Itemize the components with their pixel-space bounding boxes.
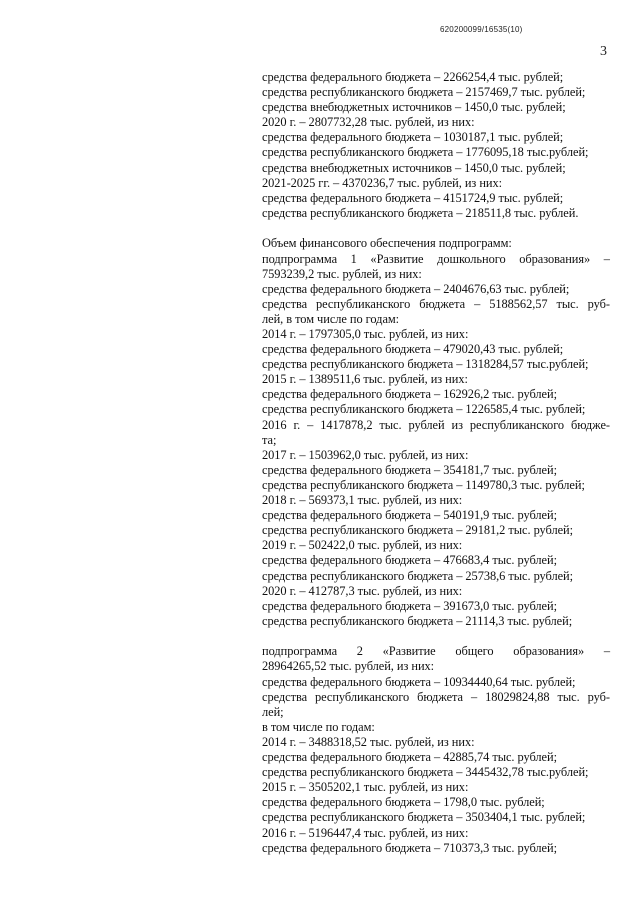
text-line: средства федерального бюджета – 4151724,9 тыс. рублей; [262, 190, 564, 205]
text-line: средства федерального бюджета – 354181,7 тыс. рублей; [262, 462, 557, 477]
text-line: средства федерального бюджета – 2266254,4 тыс. рублей; [262, 70, 564, 84]
word: 1 [350, 251, 357, 266]
word: руб- [587, 296, 610, 311]
word: – [470, 689, 478, 704]
document-id: 620200099/16535(10) [440, 25, 523, 34]
text-line: средства федерального бюджета – 1798,0 тыс. рублей; [262, 795, 545, 810]
subprogram-2-total: 28964265,52 тыс. рублей, из них: [262, 659, 435, 674]
text-line: средства федерального бюджета – 10934440,64 тыс. рублей; [262, 674, 576, 689]
text-line: 2017 г. – 1503962,0 тыс. рублей, из них: [262, 447, 469, 462]
word: республиканского [316, 296, 411, 311]
word: общего [455, 644, 494, 659]
subprogram-2-title [262, 644, 610, 659]
text-line: средства республиканского бюджета – 1149780,3 тыс. рублей; [262, 477, 585, 492]
text-line: средства внебюджетных источников – 1450,0 тыс. рублей; [262, 160, 566, 175]
text-line: средства республиканского бюджета – 1776095,18 тыс.рублей; [262, 145, 589, 160]
text-line: средства республиканского бюджета – 2157469,7 тыс. рублей; [262, 85, 586, 100]
word: – [307, 417, 314, 432]
text-line: средства федерального бюджета – 540191,9 тыс. рублей; [262, 508, 557, 523]
word: «Развитие [370, 251, 424, 266]
word: – [603, 644, 610, 659]
word: – [603, 251, 610, 266]
word: г. [293, 417, 301, 432]
text-line: лей, в том числе по годам: [262, 311, 400, 326]
page-number: 3 [600, 44, 607, 59]
word: средства [262, 296, 308, 311]
text-line: 2015 г. – 3505202,1 тыс. рублей, из них: [262, 780, 469, 795]
text-line: лей; [262, 704, 284, 719]
word: республиканского [469, 417, 565, 432]
word: – [474, 296, 481, 311]
word: 1417878,2 [320, 417, 373, 432]
word: 2 [356, 644, 363, 659]
subprogram-2-section [262, 644, 610, 855]
text-line: средства федерального бюджета – 162926,2 тыс. рублей; [262, 387, 557, 402]
word: тыс. [556, 296, 579, 311]
word: подпрограмма [262, 251, 338, 266]
text-line: средства республиканского бюджета – 218511,8 тыс. рублей. [262, 205, 579, 220]
text-line: 2020 г. – 2807732,28 тыс. рублей, из них: [262, 115, 475, 130]
text-line [262, 418, 610, 433]
text-line: средства республиканского бюджета – 1226585,4 тыс. рублей; [262, 402, 586, 417]
text-line: средства федерального бюджета – 391673,0 тыс. рублей; [262, 598, 557, 613]
word: подпрограмма [262, 644, 338, 659]
word: 2016 [262, 417, 287, 432]
word: образования» [513, 644, 585, 659]
text-line: средства республиканского бюджета – 21114,3 тыс. рублей; [262, 613, 573, 628]
text-line: средства федерального бюджета – 1030187,1 тыс. рублей; [262, 130, 564, 145]
subprogram-1-title [262, 252, 610, 267]
text-line: средства федерального бюджета – 2404676,63 тыс. рублей; [262, 281, 570, 296]
text-line: 2014 г. – 1797305,0 тыс. рублей, из них: [262, 327, 469, 341]
word: 5188562,57 [489, 296, 548, 311]
text-line: средства республиканского бюджета – 1318284,57 тыс.рублей; [262, 357, 589, 372]
text-line: средства республиканского бюджета – 29181,2 тыс. рублей; [262, 523, 574, 538]
text-line: 2020 г. – 412787,3 тыс. рублей, из них: [262, 583, 463, 598]
text-line: средства внебюджетных источников – 1450,0 тыс. рублей; [262, 100, 566, 115]
text-line [262, 690, 610, 705]
section-heading: Объем финансового обеспечения подпрограмм: [262, 236, 512, 251]
document-body [262, 70, 610, 856]
word: руб- [587, 689, 610, 704]
text-line: та; [262, 432, 277, 447]
text-line [262, 297, 610, 312]
word: средства [262, 689, 308, 704]
text-line: 2018 г. – 569373,1 тыс. рублей, из них: [262, 493, 463, 508]
word: образования» [519, 251, 591, 266]
text-line: 2014 г. – 3488318,52 тыс. рублей, из них: [262, 734, 475, 749]
word: дошкольного [437, 251, 506, 266]
text-line: 2021-2025 гг. – 4370236,7 тыс. рублей, из них: [262, 175, 503, 190]
funding-lines-continued [262, 70, 610, 221]
word: «Развитие [382, 644, 436, 659]
word: из [451, 417, 463, 432]
text-line: средства федерального бюджета – 710373,3 тыс. рублей; [262, 840, 557, 855]
text-line: средства республиканского бюджета – 3503404,1 тыс. рублей; [262, 810, 586, 825]
text-line: средства федерального бюджета – 42885,74 тыс. рублей; [262, 750, 557, 765]
subprogram-1-total: 7593239,2 тыс. рублей, из них: [262, 266, 422, 281]
word: рублей [408, 417, 445, 432]
word: бюджета [417, 689, 464, 704]
word: бюджета [419, 296, 466, 311]
text-line: в том числе по годам: [262, 719, 375, 734]
word: 18029824,88 [485, 689, 550, 704]
text-line: средства республиканского бюджета – 25738,6 тыс. рублей; [262, 568, 574, 583]
text-line: 2019 г. – 502422,0 тыс. рублей, из них: [262, 538, 463, 553]
word: тыс. [557, 689, 580, 704]
word: республиканского [315, 689, 410, 704]
text-line: средства федерального бюджета – 476683,4 тыс. рублей; [262, 553, 557, 568]
subprogram-1-section [262, 236, 610, 628]
text-line: 2016 г. – 5196447,4 тыс. рублей, из них: [262, 825, 469, 840]
text-line: средства федерального бюджета – 479020,43 тыс. рублей; [262, 342, 564, 357]
word: тыс. [379, 417, 402, 432]
text-line: 2015 г. – 1389511,6 тыс. рублей, из них: [262, 372, 468, 387]
text-line: средства республиканского бюджета – 3445432,78 тыс.рублей; [262, 765, 589, 780]
word: бюдже- [571, 417, 610, 432]
